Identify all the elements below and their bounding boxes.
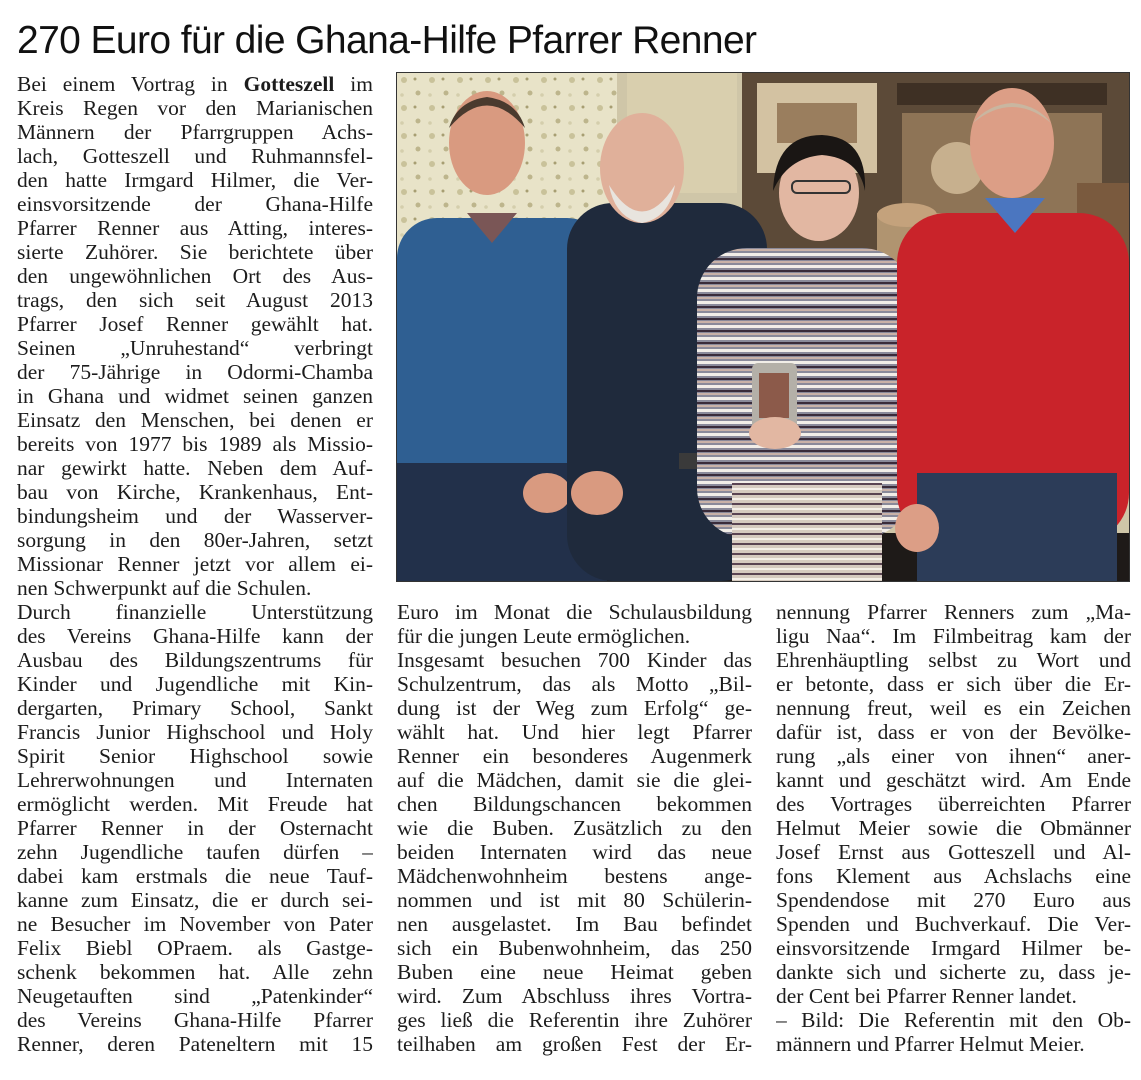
photo-caption-line: – Bild: Die Referentin mit den Ob- xyxy=(776,1008,1131,1032)
article-line: fons Klement aus Achslachs eine xyxy=(776,864,1131,888)
article-line: Seinen „Unruhestand“ verbringt xyxy=(17,336,373,360)
article-line: nar gewirkt hatte. Neben dem Auf- xyxy=(17,456,373,480)
article-line: Felix Biebl OPraem. als Gastge- xyxy=(17,936,373,960)
article-line: sierte Zuhörer. Sie berichtete über xyxy=(17,240,373,264)
article-line: nommen und ist mit 80 Schülerin- xyxy=(397,888,752,912)
article-line: Durch finanzielle Unterstützung xyxy=(17,600,373,624)
article-line: chen Bildungschancen bekommen xyxy=(397,792,752,816)
article-line: beiden Internaten wird das neue xyxy=(397,840,752,864)
article-line: in Ghana und widmet seinen ganzen xyxy=(17,384,373,408)
article-line: Renner ein besonderes Augenmerk xyxy=(397,744,752,768)
article-line: ges ließ die Referentin ihre Zuhörer xyxy=(397,1008,752,1032)
article-line: rung „als einer von ihnen“ aner- xyxy=(776,744,1131,768)
article-line: auf die Mädchen, damit sie die glei- xyxy=(397,768,752,792)
article-line: dergarten, Primary School, Sankt xyxy=(17,696,373,720)
article-line: nennung Pfarrer Renners zum „Ma- xyxy=(776,600,1131,624)
article-line: Lehrerwohnungen und Internaten xyxy=(17,768,373,792)
article-line: Renner, deren Pateneltern mit 15 xyxy=(17,1032,373,1056)
article-line: bindungsheim und der Wasserver- xyxy=(17,504,373,528)
article-line: wählt hat. Und hier legt Pfarrer xyxy=(397,720,752,744)
article-line: des Vortrages überreichten Pfarrer xyxy=(776,792,1131,816)
article-line: den hatte Irmgard Hilmer, die Ver- xyxy=(17,168,373,192)
article-line: wie die Buben. Zusätzlich zu den xyxy=(397,816,752,840)
article-line: ne Besucher im November von Pater xyxy=(17,912,373,936)
article-line: Neugetauften sind „Patenkinder“ xyxy=(17,984,373,1008)
article-line: dafür ist, dass er von der Bevölke- xyxy=(776,720,1131,744)
article-line: den ungewöhnlichen Ort des Aus- xyxy=(17,264,373,288)
article-line: einsvorsitzende der Ghana-Hilfe xyxy=(17,192,373,216)
article-line: Spirit Senior Highschool sowie xyxy=(17,744,373,768)
article-line: Euro im Monat die Schulausbildung xyxy=(397,600,752,624)
article-line: für die jungen Leute ermöglichen. xyxy=(397,624,691,648)
article-line: sich ein Bubenwohnheim, das 250 xyxy=(397,936,752,960)
article-line: bereits von 1977 bis 1989 als Missio- xyxy=(17,432,373,456)
article-line: kannt und geschätzt wird. Am Ende xyxy=(776,768,1131,792)
article-line: bau von Kirche, Krankenhaus, Ent- xyxy=(17,480,373,504)
article-line: dankte sich und sicherte zu, dass je- xyxy=(776,960,1131,984)
article-line: Mädchenwohnheim bestens ange- xyxy=(397,864,752,888)
article-line: Schulzentrum, das als Motto „Bil- xyxy=(397,672,752,696)
article-line: Einsatz den Menschen, bei denen er xyxy=(17,408,373,432)
article-line: nen Schwerpunkt auf die Schulen. xyxy=(17,576,312,600)
article-line: nennung freut, weil es ein Zeichen xyxy=(776,696,1131,720)
article-line: nen ausgelastet. Im Bau befindet xyxy=(397,912,752,936)
article-line: Francis Junior Highschool und Holy xyxy=(17,720,373,744)
article-line: dabei kam erstmals die neue Tauf- xyxy=(17,864,373,888)
article-photo xyxy=(396,72,1130,582)
article-line: zehn Jugendliche taufen dürfen – xyxy=(17,840,373,864)
article-line: Insgesamt besuchen 700 Kinder das xyxy=(397,648,752,672)
article-line: teilhaben am großen Fest der Er- xyxy=(397,1032,752,1056)
article-line: Spendendose mit 270 Euro aus xyxy=(776,888,1131,912)
article-line: trags, den sich seit August 2013 xyxy=(17,288,373,312)
article-line: Pfarrer Josef Renner gewählt hat. xyxy=(17,312,373,336)
group-photo-image xyxy=(397,73,1129,581)
article-line: er betonte, dass er sich über die Er- xyxy=(776,672,1131,696)
article-line: Kreis Regen vor den Marianischen xyxy=(17,96,373,120)
article-line: sorgung in den 80er-Jahren, setzt xyxy=(17,528,373,552)
article-line: ligu Naa“. Im Filmbeitrag kam der xyxy=(776,624,1131,648)
article-line: der 75-Jährige in Odormi-Chamba xyxy=(17,360,373,384)
article-line: dung ist der Weg zum Erfolg“ ge- xyxy=(397,696,752,720)
headline: 270 Euro für die Ghana-Hilfe Pfarrer Renner xyxy=(17,19,757,62)
article-line: Buben eine neue Heimat geben xyxy=(397,960,752,984)
article-line: einsvorsitzende Irmgard Hilmer be- xyxy=(776,936,1131,960)
article-line: Pfarrer Renner in der Osternacht xyxy=(17,816,373,840)
article-line: des Vereins Ghana-Hilfe Pfarrer xyxy=(17,1008,373,1032)
article-line: des Vereins Ghana-Hilfe kann der xyxy=(17,624,373,648)
article-line: Pfarrer Renner aus Atting, interes- xyxy=(17,216,373,240)
article-line: lach, Gotteszell und Ruhmannsfel- xyxy=(17,144,373,168)
article-line: Kinder und Jugendliche mit Kin- xyxy=(17,672,373,696)
article-line: schenk bekommen hat. Alle zehn xyxy=(17,960,373,984)
article-line: Josef Ernst aus Gotteszell und Al- xyxy=(776,840,1131,864)
article-line: Spenden und Buchverkauf. Die Ver- xyxy=(776,912,1131,936)
article-line: Ausbau des Bildungszentrums für xyxy=(17,648,373,672)
article-line: Missionar Renner jetzt vor allem ei- xyxy=(17,552,373,576)
article-line: kanne zum Einsatz, die er durch sei- xyxy=(17,888,373,912)
article-line: Bei einem Vortrag in Gotteszell im xyxy=(17,72,373,96)
article-line: ermöglicht werden. Mit Freude hat xyxy=(17,792,373,816)
article-line: der Cent bei Pfarrer Renner landet. xyxy=(776,984,1077,1008)
article-line: Männern der Pfarrgruppen Achs- xyxy=(17,120,373,144)
photo-caption-line: männern und Pfarrer Helmut Meier. xyxy=(776,1032,1085,1056)
article-line: Ehrenhäuptling selbst zu Wort und xyxy=(776,648,1131,672)
article-line: wird. Zum Abschluss ihres Vortra- xyxy=(397,984,752,1008)
article-line: Helmut Meier sowie die Obmänner xyxy=(776,816,1131,840)
